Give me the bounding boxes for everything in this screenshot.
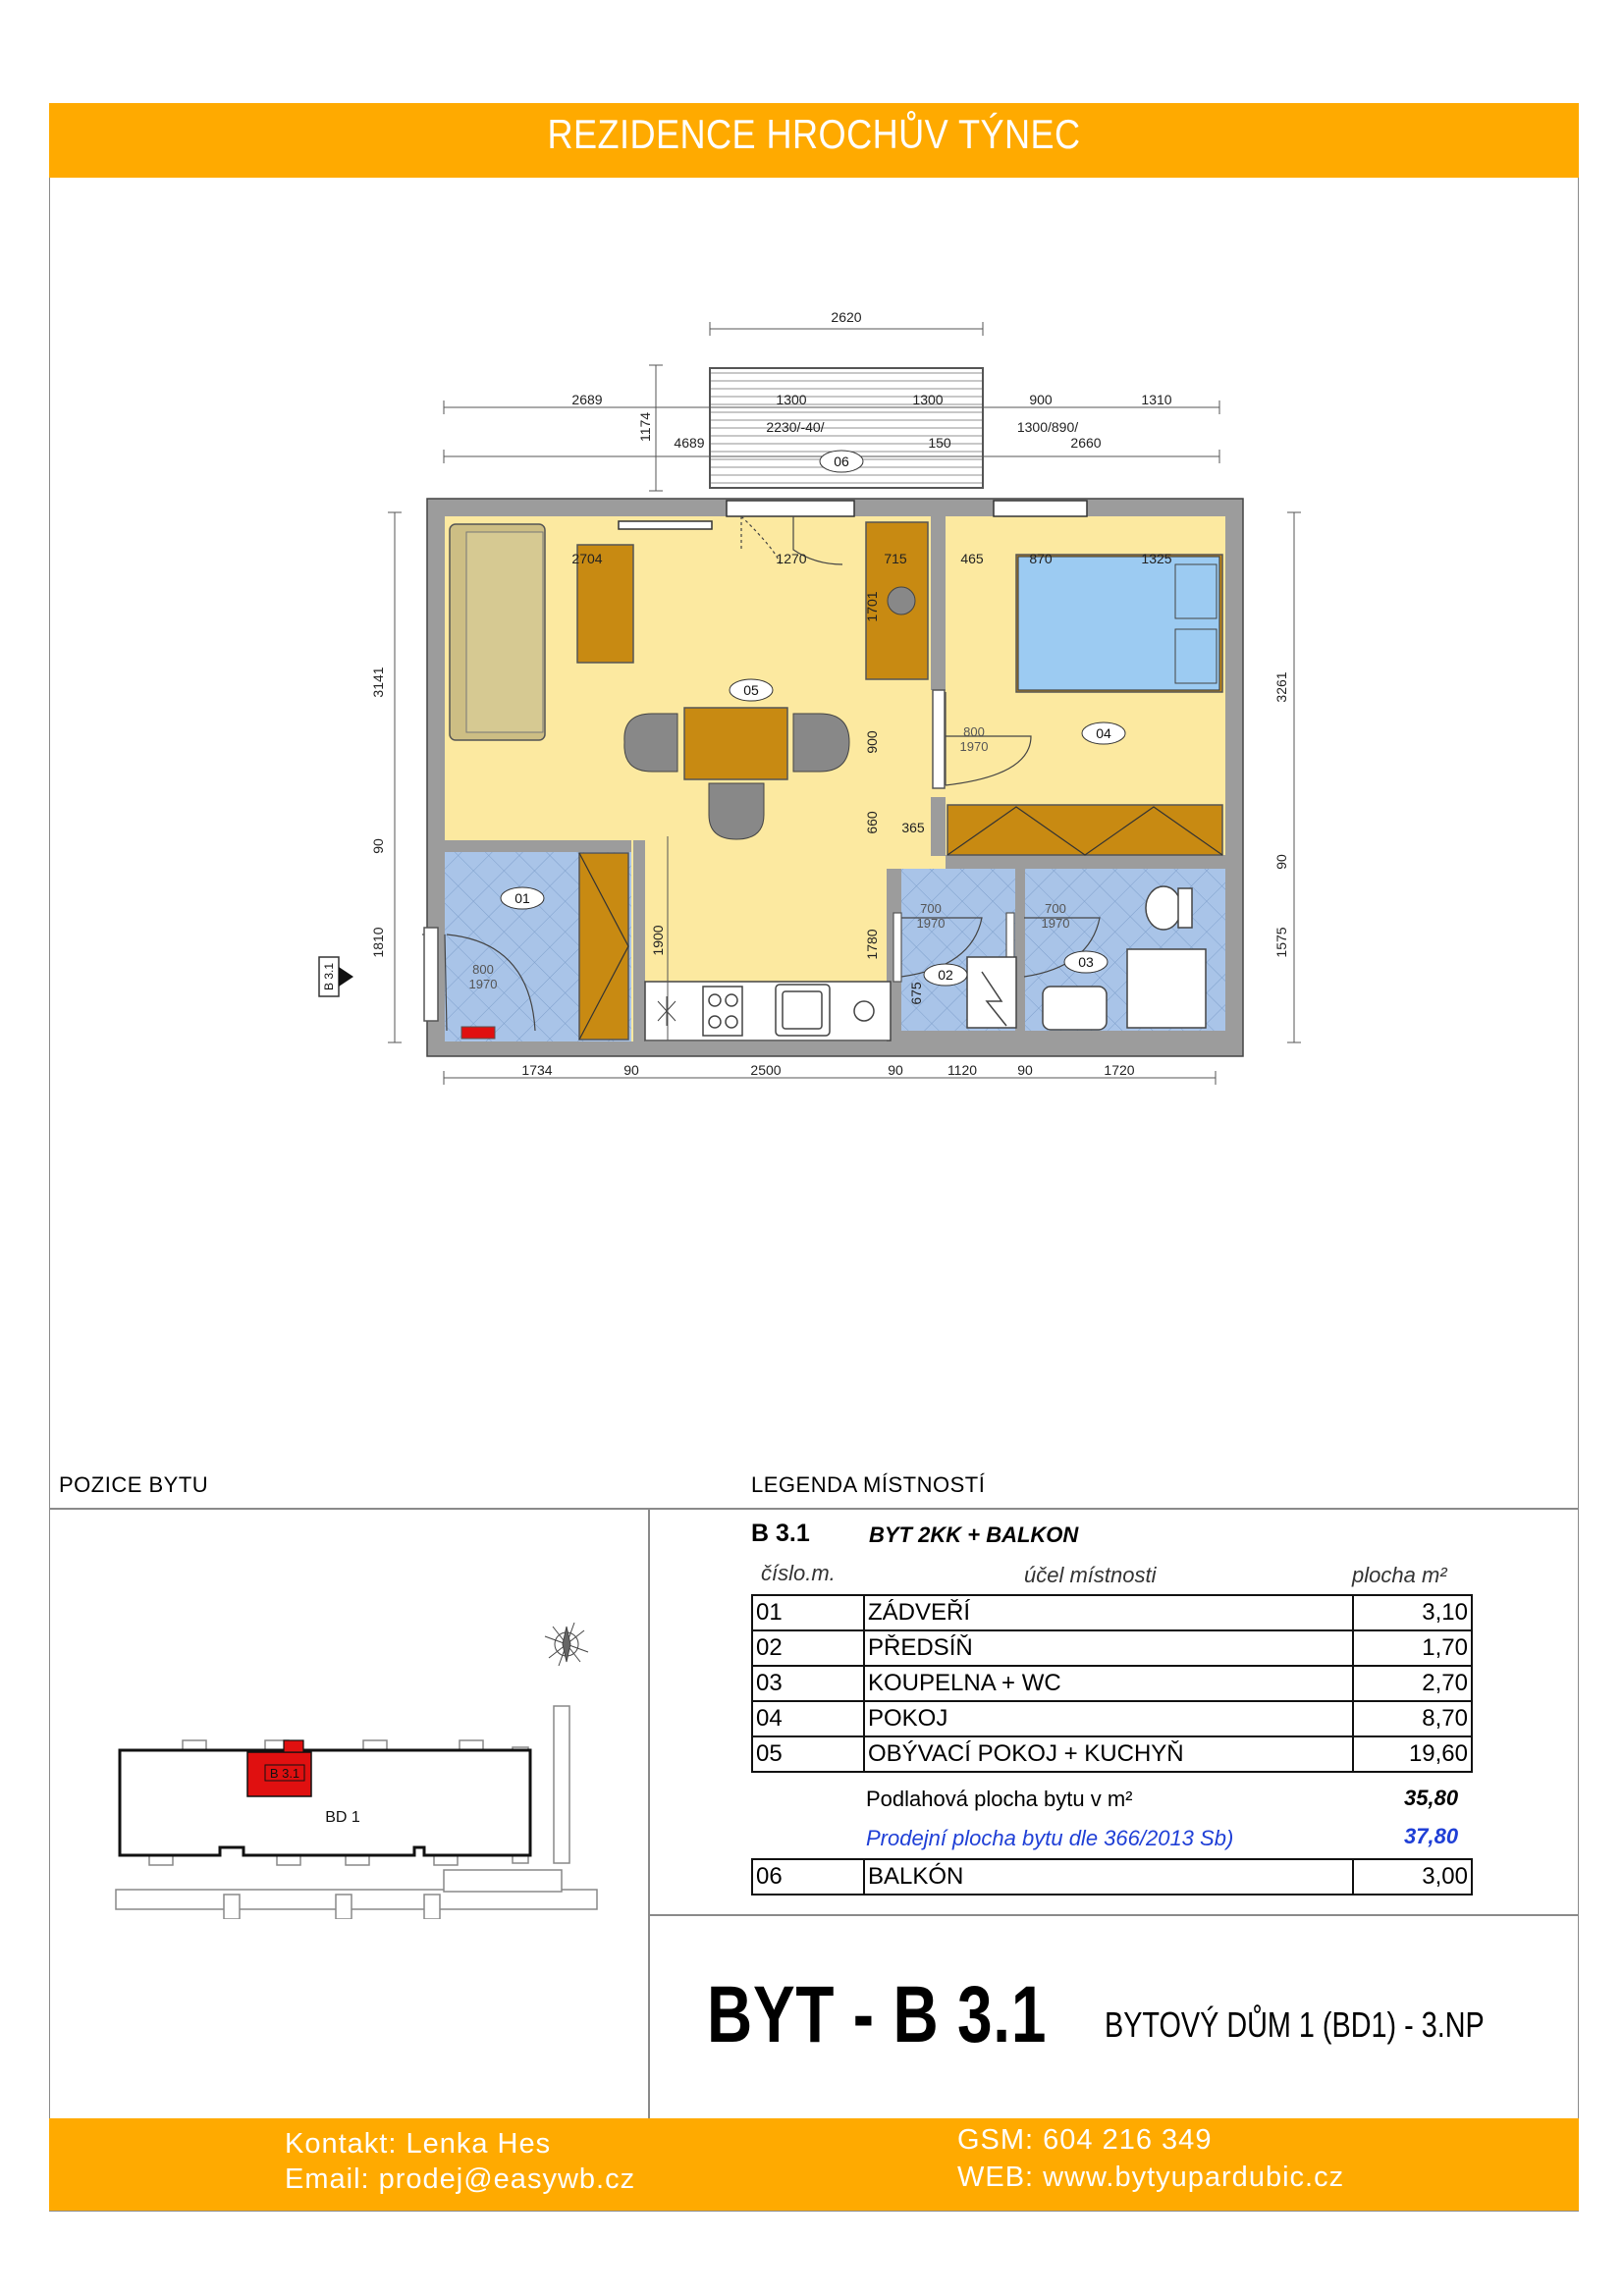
legend-code: B 3.1 [751,1520,810,1547]
dim-balcony-depth: 1174 [637,411,653,443]
dim-left-b: 90 [370,838,386,854]
dim-interior-d: 465 [960,551,984,566]
dim-top2-a: 4689 [674,435,705,451]
bed [1016,555,1222,692]
hall-wardrobe [579,853,628,1040]
contact-web[interactable]: WEB: www.bytyupardubic.cz [957,2162,1345,2193]
door-04-width: 800 [963,724,985,739]
col-area-header: plocha m² [1352,1563,1447,1587]
dim-other-365: 365 [901,820,925,835]
room-num: 02 [752,1630,864,1666]
position-diagram [51,1512,645,1919]
table-row [752,1666,1472,1701]
sofa [450,524,545,740]
page-title: REZIDENCE HROCHŮV TÝNEC [547,111,1081,157]
dim-interior-c: 715 [884,551,907,566]
room-area: 19,60 [1353,1736,1472,1772]
balcony-table [751,1858,1473,1896]
dim-bottom-d: 90 [888,1062,903,1078]
table-row [752,1859,1472,1895]
door-03-width: 700 [1045,901,1066,916]
door-01-height: 1970 [468,977,498,991]
dim-top1-b: 1300 [776,392,807,407]
dim-interior-b: 1270 [776,551,807,566]
dim-bottom-a: 1734 [521,1062,553,1078]
dim-bottom-g: 1720 [1104,1062,1135,1078]
door-02-width: 700 [920,901,942,916]
building-outline [120,1750,530,1855]
dim-other-1701: 1701 [864,591,880,622]
table-row [752,1630,1472,1666]
table-row [752,1701,1472,1736]
dim-top2-d: 1300/890/ [1016,419,1079,435]
dim-other-675: 675 [908,982,924,1005]
divider-vertical [648,1508,650,2118]
dim-right-b: 90 [1273,854,1289,870]
dim-top2-b: 2230/-40/ [766,419,825,435]
apartment-subtitle: BYTOVÝ DŮM 1 (BD1) - 3.NP [1105,2004,1485,2045]
compass-icon [545,1623,588,1666]
contact-email[interactable]: Email: prodej@easywb.cz [285,2163,636,2195]
dim-other-1780: 1780 [864,929,880,960]
dim-top1-d: 900 [1029,392,1053,407]
col-purpose-header: účel místnosti [1024,1563,1157,1587]
legend-type: BYT 2KK + BALKON [869,1522,1079,1547]
position-label: POZICE BYTU [59,1472,209,1497]
room-label-05: 05 [743,682,759,698]
divider-top [49,1508,1579,1510]
divider-middle [648,1914,1579,1916]
room-area: 2,70 [1353,1666,1472,1701]
col-num-header: číslo.m. [761,1561,836,1585]
dim-top1-c: 1300 [912,392,944,407]
room-area: 8,70 [1353,1701,1472,1736]
dim-bottom-b: 90 [623,1062,639,1078]
room-label-02: 02 [938,967,953,983]
dim-bottom-c: 2500 [750,1062,782,1078]
sale-area-label: Prodejní plocha bytu dle 366/2013 Sb) [866,1826,1234,1850]
room-label-01: 01 [514,890,530,906]
room-area: 3,00 [1353,1859,1472,1895]
room-num: 01 [752,1595,864,1630]
unit-label: B 3.1 [269,1766,300,1781]
apartment-title: BYT - B 3.1 [707,1970,1048,2059]
dim-top2-e: 2660 [1070,435,1102,451]
dim-interior-f: 1325 [1141,551,1172,566]
room-name: ZÁDVEŘÍ [864,1595,1353,1630]
dim-bottom-f: 90 [1017,1062,1033,1078]
dim-other-1900: 1900 [650,925,666,956]
footer-bar [49,2118,1579,2211]
dim-interior-e: 870 [1029,551,1053,566]
rooms-table [751,1594,1473,1773]
room-num: 05 [752,1736,864,1772]
building-label: BD 1 [325,1809,360,1826]
room-name: BALKÓN [864,1859,1353,1895]
door-03-height: 1970 [1041,916,1070,931]
svg-text:B 3.1: B 3.1 [322,962,336,991]
dim-balcony-width: 2620 [831,309,862,325]
dim-interior-a: 2704 [571,551,603,566]
door-02-height: 1970 [916,916,946,931]
room-label-03: 03 [1078,954,1094,970]
sale-area-value: 37,80 [1404,1824,1459,1848]
dim-right-c: 1575 [1273,927,1289,958]
room-area: 1,70 [1353,1630,1472,1666]
dim-top1-e: 1310 [1141,392,1172,407]
door-04-height: 1970 [959,739,989,754]
floor-area-label: Podlahová plocha bytu v m² [866,1787,1133,1811]
door-01-width: 800 [472,962,494,977]
room-name: POKOJ [864,1701,1353,1736]
table-row [752,1736,1472,1772]
dim-bottom-e: 1120 [947,1062,978,1078]
room-label-06: 06 [834,454,849,469]
room-num: 04 [752,1701,864,1736]
contact-phone[interactable]: GSM: 604 216 349 [957,2124,1213,2156]
room-num: 06 [752,1859,864,1895]
dim-left-c: 1810 [370,927,386,958]
room-num: 03 [752,1666,864,1701]
dim-other-660: 660 [864,811,880,834]
room-label-04: 04 [1096,725,1111,741]
dim-top2-c: 150 [928,435,951,451]
room-name: PŘEDSÍŇ [864,1630,1353,1666]
wardrobe-04 [947,805,1222,855]
dim-left-a: 3141 [370,667,386,698]
legend-label: LEGENDA MÍSTNOSTÍ [751,1472,986,1497]
room-name: OBÝVACÍ POKOJ + KUCHYŇ [864,1736,1353,1772]
contact-name: Kontakt: Lenka Hes [285,2128,552,2160]
dim-other-900: 900 [864,730,880,754]
table-row [752,1595,1472,1630]
room-area: 3,10 [1353,1595,1472,1630]
floor-area-value: 35,80 [1404,1786,1459,1810]
dim-top1-a: 2689 [571,392,603,407]
entrance-tag [319,957,353,996]
room-name: KOUPELNA + WC [864,1666,1353,1701]
dim-right-a: 3261 [1273,671,1289,703]
kitchen-counter [645,982,891,1041]
